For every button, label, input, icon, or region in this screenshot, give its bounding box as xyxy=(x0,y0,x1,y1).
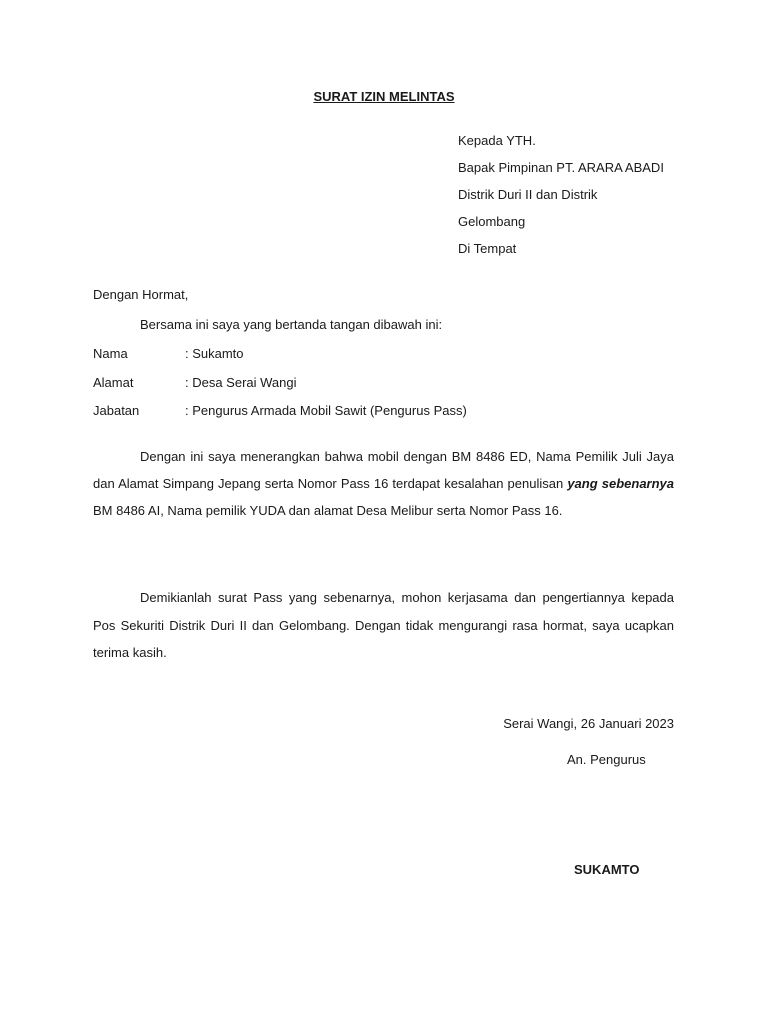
body1-part1: Dengan ini saya menerangkan bahwa mobil dengan BM 8486 ED, Nama Pemilik Juli Jaya dan Alamat Simpang Jepang serta Nomor Pass 16 terdapat kesalahan penulisan xyxy=(93,449,674,491)
recipient-line-1: Kepada YTH. xyxy=(458,133,536,148)
recipient-line-4: Gelombang xyxy=(458,214,526,229)
body-paragraph-2: Demikianlah surat Pass yang sebenarnya, mohon kerjasama dan pengertiannya kepada Pos Sekuriti Distrik Duri II dan Gelombang. Dengan tidak mengurangi rasa hormat, saya ucapkan terima kasih. xyxy=(93,590,674,660)
signatory-name: SUKAMTO xyxy=(574,862,640,877)
nama-value: : Sukamto xyxy=(185,346,244,361)
on-behalf: An. Pengurus xyxy=(567,752,646,767)
body1-part2: BM 8486 AI, Nama pemilik YUDA dan alamat Desa Melibur serta Nomor Pass 16. xyxy=(93,503,563,518)
nama-label: Nama xyxy=(93,346,128,361)
recipient-line-5: Di Tempat xyxy=(458,241,517,256)
jabatan-label: Jabatan xyxy=(93,403,140,418)
alamat-label: Alamat xyxy=(93,375,134,390)
greeting: Dengan Hormat, xyxy=(93,287,189,302)
body-paragraph-1 xyxy=(93,443,674,524)
alamat-value: : Desa Serai Wangi xyxy=(185,375,297,390)
letter-title: SURAT IZIN MELINTAS xyxy=(313,89,455,104)
jabatan-value: : Pengurus Armada Mobil Sawit (Pengurus Pass) xyxy=(185,403,467,418)
intro-text: Bersama ini saya yang bertanda tangan dibawah ini: xyxy=(140,317,443,332)
place-date: Serai Wangi, 26 Januari 2023 xyxy=(503,716,674,731)
recipient-line-2: Bapak Pimpinan PT. ARARA ABADI xyxy=(458,160,664,175)
body1-emphasis: yang sebenarnya xyxy=(567,476,675,491)
recipient-line-3: Distrik Duri II dan Distrik xyxy=(458,187,598,202)
